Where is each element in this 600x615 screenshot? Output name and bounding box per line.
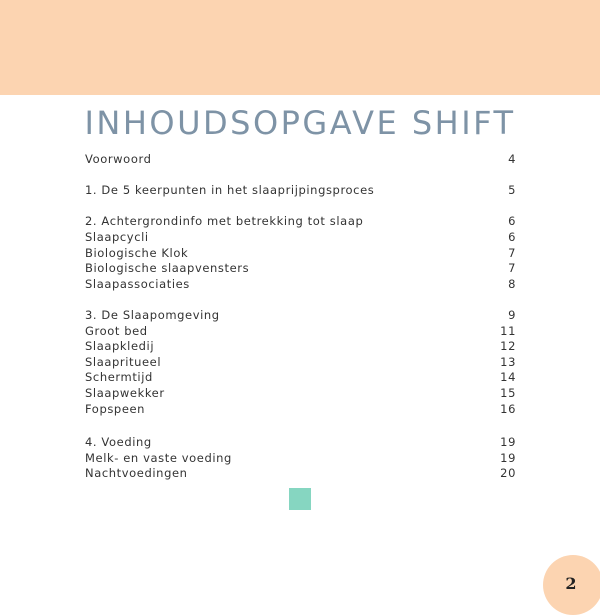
toc-entry-page: 5 [508,183,516,198]
toc-entry-label: Slaapkledij [85,339,155,354]
toc-entry-page: 11 [500,323,516,338]
toc-entry-page: 14 [500,370,516,385]
toc-entry-achtergrond[interactable] [85,214,516,230]
toc-entry-page: 13 [500,354,516,369]
toc-entry-label: Schermtijd [85,370,153,385]
toc-entry-label: 1. De 5 keerpunten in het slaaprijpingsproces [85,183,375,198]
toc-entry-biologische-klok[interactable] [85,246,516,262]
toc-entry-label: Groot bed [85,323,148,338]
toc-entry-voorwoord[interactable] [85,152,516,168]
toc-entry-page: 7 [508,245,516,260]
decorative-square [289,488,311,510]
toc-entry-melk-vaste-voeding[interactable] [85,451,516,467]
toc-entry-page: 4 [508,152,516,166]
table-of-contents [85,152,516,482]
toc-entry-page: 9 [508,307,516,322]
page-title: INHOUDSOPGAVE SHIFT [84,104,516,142]
toc-entry-label: 4. Voeding [85,435,152,450]
toc-entry-label: 2. Achtergrondinfo met betrekking tot slaap [85,214,364,229]
toc-entry-page: 19 [500,450,516,465]
toc-entry-label: Slaapassociaties [85,276,190,291]
toc-entry-page: 7 [508,261,516,276]
toc-entry-fopspeen[interactable] [85,402,516,418]
toc-entry-slaapomgeving[interactable] [85,308,516,324]
toc-entry-slaapassociaties[interactable] [85,277,516,293]
toc-entry-nachtvoedingen[interactable] [85,466,516,482]
toc-entry-slaapkledij[interactable] [85,339,516,355]
toc-entry-page: 20 [500,466,516,481]
toc-entry-label: Biologische slaapvensters [85,261,250,276]
toc-entry-label: Nachtvoedingen [85,466,188,481]
toc-entry-label: Slaapwekker [85,385,165,400]
toc-entry-slaapvensters[interactable] [85,261,516,277]
toc-entry-page: 8 [508,276,516,291]
toc-entry-groot-bed[interactable] [85,324,516,340]
toc-entry-slaapritueel[interactable] [85,355,516,371]
toc-entry-page: 12 [500,339,516,354]
toc-entry-page: 16 [500,401,516,416]
toc-entry-page: 15 [500,385,516,400]
toc-entry-page: 6 [508,214,516,229]
toc-entry-label: Melk- en vaste voeding [85,450,232,465]
toc-entry-label: Slaapcycli [85,229,149,244]
page-number: 2 [565,574,577,593]
toc-entry-label: Fopspeen [85,401,146,416]
toc-entry-label: Slaapritueel [85,354,162,369]
toc-entry-page: 6 [508,229,516,244]
toc-entry-slaapwekker[interactable] [85,386,516,402]
header-band [0,0,600,95]
toc-entry-label: 3. De Slaapomgeving [85,307,220,322]
toc-entry-schermtijd[interactable] [85,370,516,386]
toc-entry-page: 19 [500,435,516,450]
toc-entry-keerpunten[interactable] [85,183,516,199]
toc-entry-label: Voorwoord [85,152,152,166]
toc-entry-voeding[interactable] [85,435,516,451]
toc-entry-slaapcycli[interactable] [85,230,516,246]
toc-entry-label: Biologische Klok [85,245,189,260]
